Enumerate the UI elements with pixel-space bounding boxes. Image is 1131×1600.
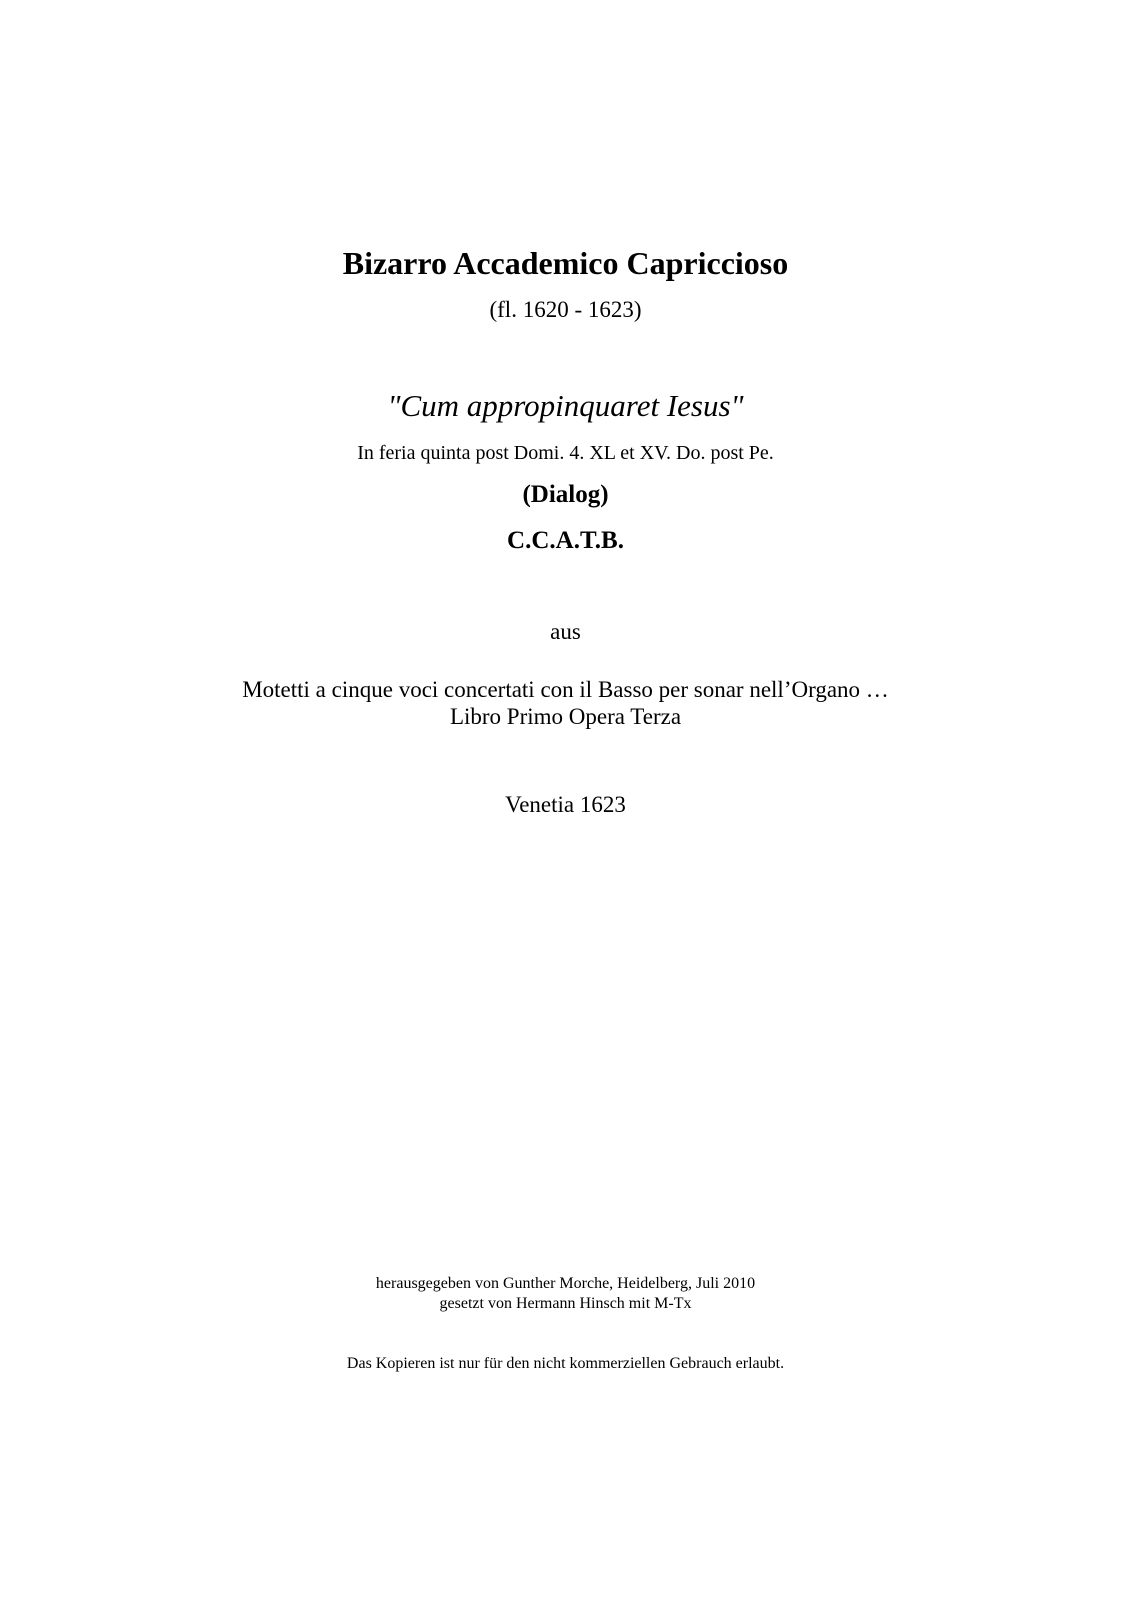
editor-credit: herausgegeben von Gunther Morche, Heidelberg, Juli 2010 [375,1275,756,1292]
voicing: C.C.A.T.B. [507,527,624,554]
typesetter-credit: gesetzt von Hermann Hinsch mit M-Tx [439,1295,692,1312]
liturgical-occasion: In feria quinta post Domi. 4. XL et XV. Do. post Pe. [357,442,774,464]
copyright-notice: Das Kopieren ist nur für den nicht kommerziellen Gebrauch erlaubt. [346,1355,785,1372]
collection-title: Motetti a cinque voci concertati con il Basso per sonar nell’Organo … [242,677,889,702]
work-title: "Cum appropinquaret Iesus" [387,388,744,423]
source-label: aus [550,619,581,644]
composer-name: Bizarro Accademico Capriccioso [342,245,789,281]
collection-subtitle: Libro Primo Opera Terza [449,704,682,729]
composer-dates: (fl. 1620 - 1623) [489,297,642,322]
work-genre: (Dialog) [522,481,609,508]
publication-info: Venetia 1623 [505,792,626,817]
